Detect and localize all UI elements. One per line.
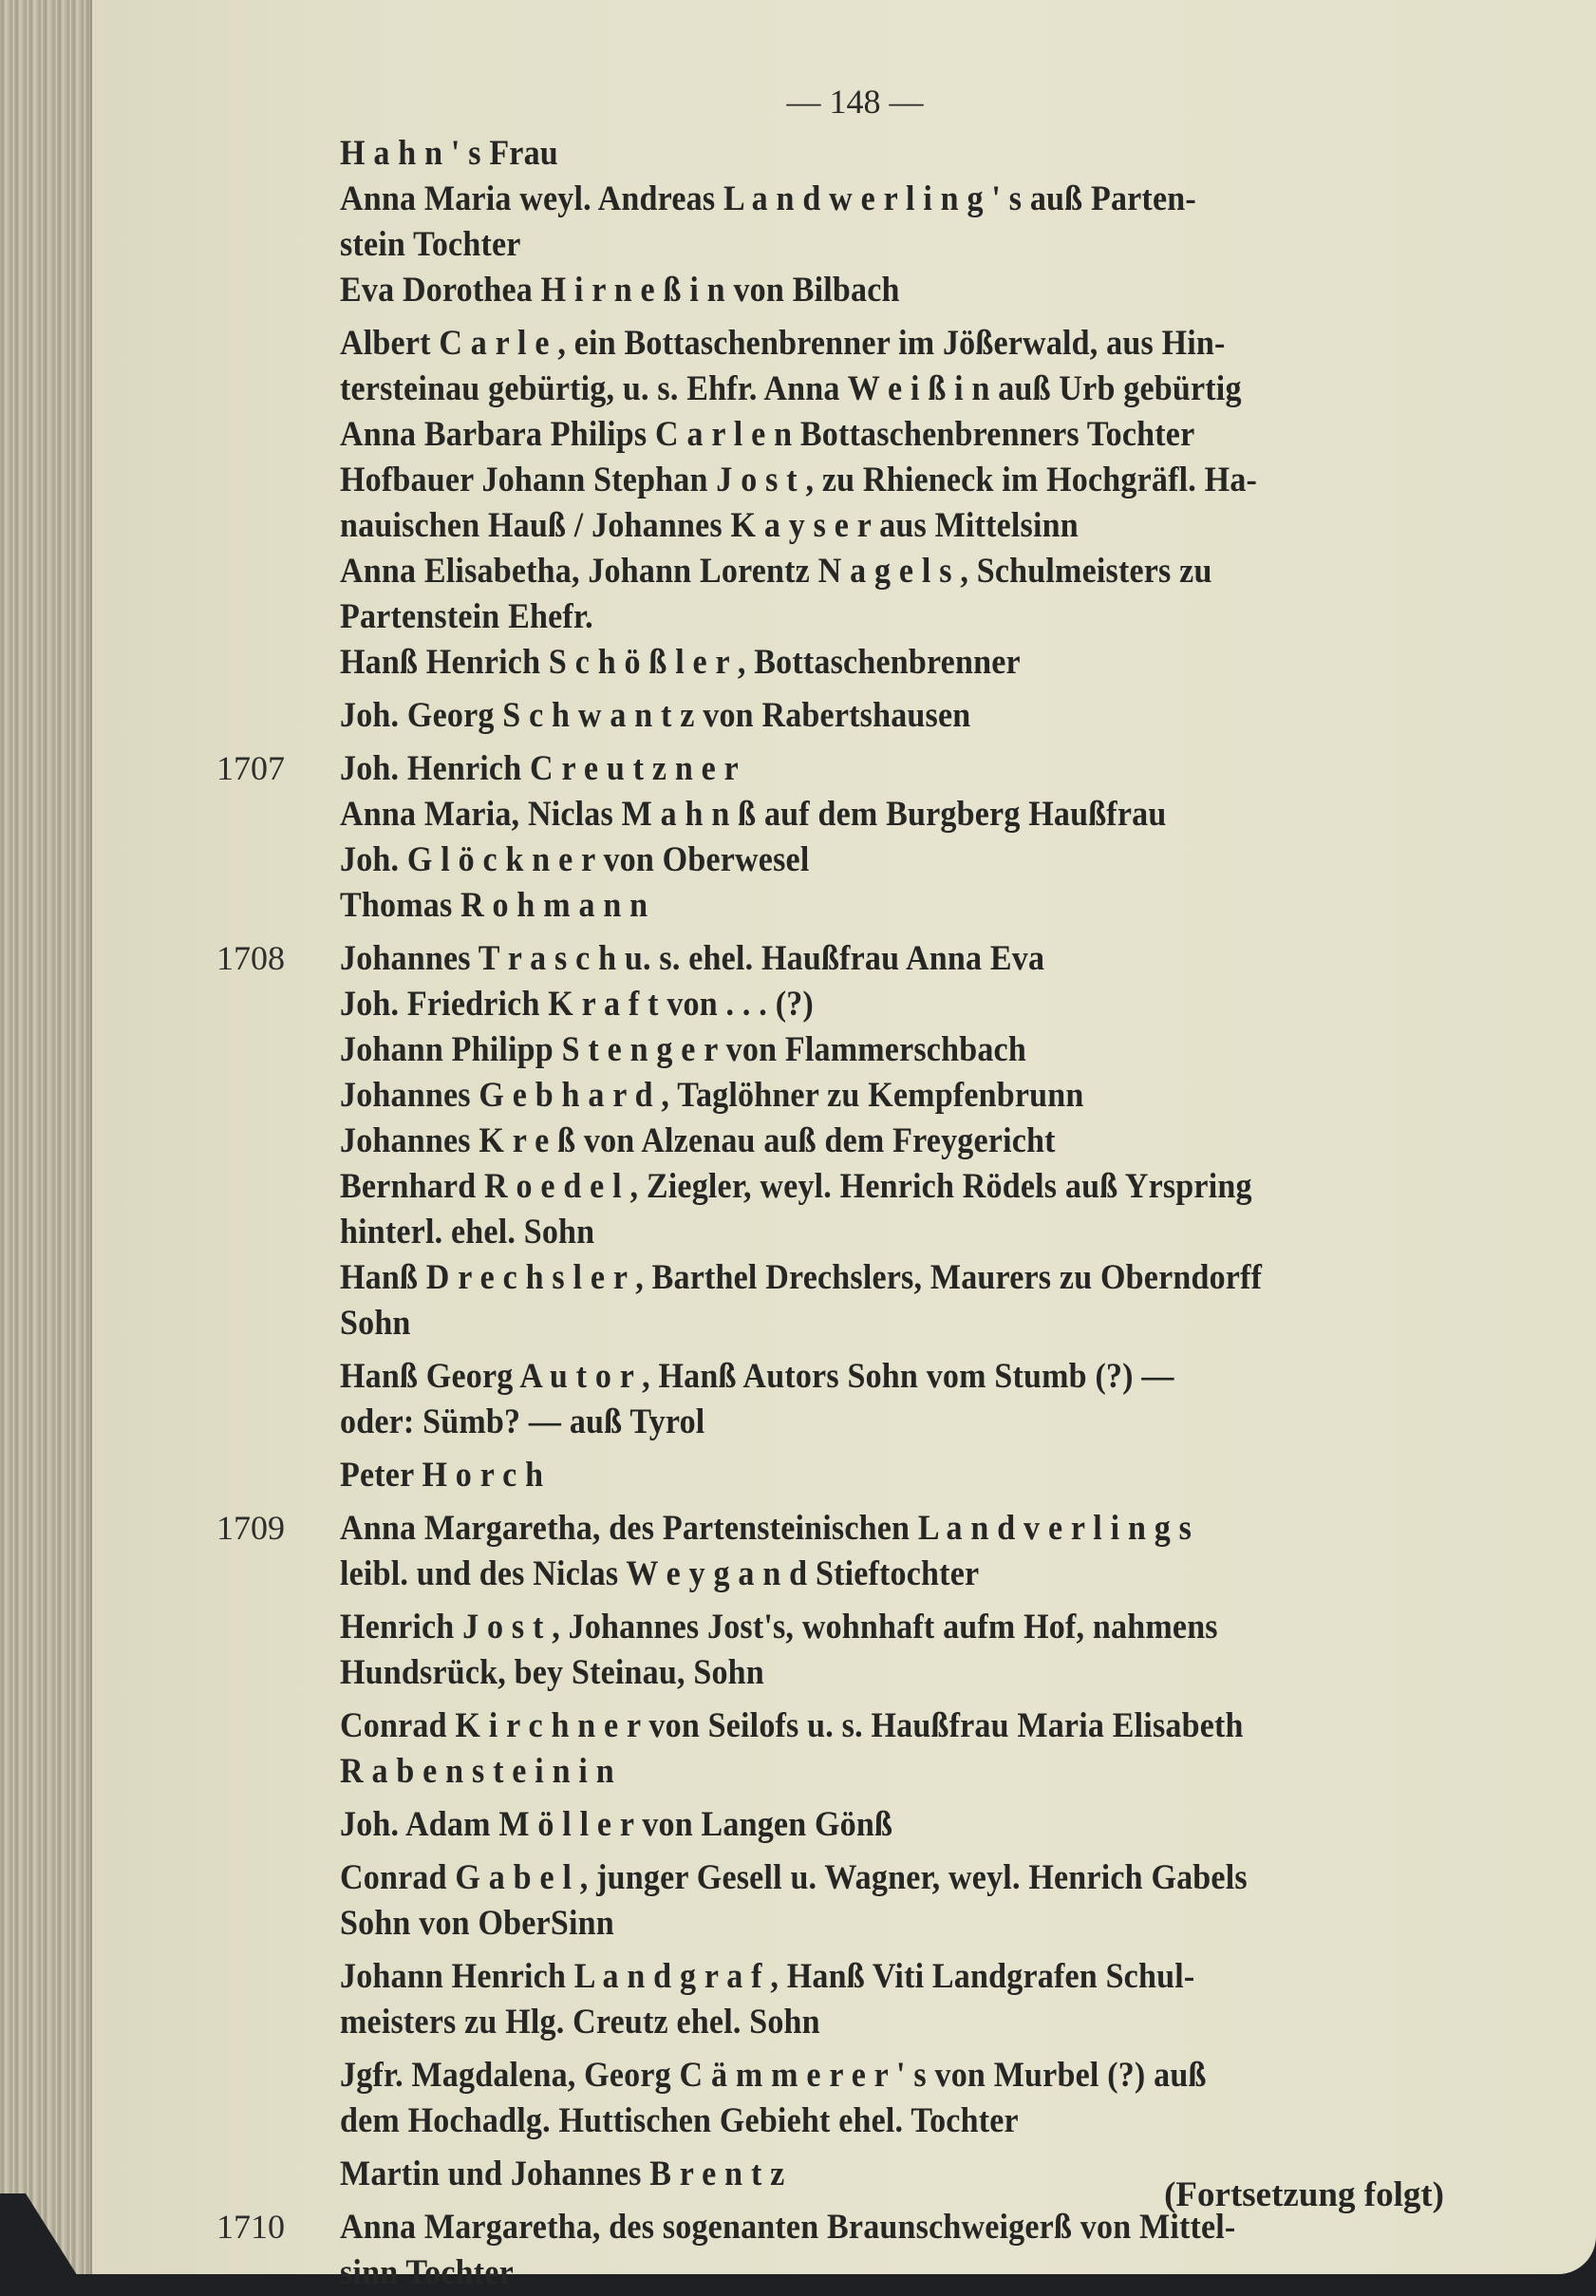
- register-entry: [216, 1354, 1441, 1445]
- entry-text-line: leibl. und des Niclas W e y g a n d Stieftochter: [340, 1554, 980, 1593]
- entry-text-line: Hanß D r e c h s l e r , Barthel Drechslers, Maurers zu Oberndorff: [340, 1258, 1263, 1297]
- entry-text-line: sinn Tochter: [340, 2253, 514, 2292]
- register-list: [216, 131, 1441, 2296]
- entry-text-line: nauischen Hauß / Johannes K a y s e r aus Mittelsinn: [340, 506, 1079, 545]
- entry-text-line: dem Hochadlg. Huttischen Gebieht ehel. Tochter: [340, 2101, 1019, 2140]
- entry-text-line: Anna Elisabetha, Johann Lorentz N a g e l s , Schulmeisters zu: [340, 552, 1212, 591]
- entry-year: 1710: [216, 2208, 285, 2246]
- register-entry: [216, 131, 1441, 177]
- entry-text-line: Jgfr. Magdalena, Georg C ä m m e r e r ' s von Murbel (?) auß: [340, 2056, 1207, 2095]
- entry-text-line: meisters zu Hlg. Creutz ehel. Sohn: [340, 2003, 820, 2042]
- entry-spacer: [216, 1848, 1441, 1855]
- register-entry: [216, 1703, 1441, 1795]
- entry-text-line: tersteinau gebürtig, u. s. Ehfr. Anna W e i ß i n auß Urb gebürtig: [340, 369, 1242, 408]
- entry-text-line: Hanß Henrich S c h ö ß l e r , Bottaschenbrenner: [340, 643, 1021, 682]
- entry-text-line: Partenstein Ehefr.: [340, 597, 593, 636]
- register-entry: [216, 1453, 1441, 1498]
- entry-year: 1708: [216, 939, 285, 977]
- entry-year: 1709: [216, 1509, 285, 1547]
- entry-text-line: Bernhard R o e d e l , Ziegler, weyl. Henrich Rödels auß Yrspring: [340, 1167, 1252, 1206]
- register-entry: [216, 549, 1441, 640]
- register-entry: [216, 2053, 1441, 2144]
- register-entry: [216, 640, 1441, 686]
- register-entry: [216, 1073, 1441, 1119]
- entry-text-line: Joh. Georg S c h w a n t z von Rabertshausen: [340, 696, 971, 735]
- register-entry: [216, 837, 1441, 883]
- register-entry: [216, 321, 1441, 412]
- entry-spacer: [216, 739, 1441, 746]
- register-entry: [216, 412, 1441, 458]
- register-entry: [216, 1164, 1441, 1255]
- register-entry: [216, 1119, 1441, 1164]
- entry-text-line: stein Tochter: [340, 225, 521, 264]
- entry-text-line: Conrad G a b e l , junger Gesell u. Wagner, weyl. Henrich Gabels: [340, 1858, 1248, 1897]
- book-binding-edge: [0, 0, 92, 2274]
- entry-spacer: [216, 1498, 1441, 1506]
- register-entry: [216, 1027, 1441, 1073]
- entry-text-line: Johannes K r e ß von Alzenau auß dem Freygericht: [340, 1121, 1056, 1160]
- entry-text-line: H a h n ' s Frau: [340, 134, 558, 173]
- entry-text-line: R a b e n s t e i n i n: [340, 1752, 614, 1791]
- register-entry: [216, 936, 1441, 982]
- entry-text-line: Sohn von OberSinn: [340, 1904, 614, 1943]
- register-entry: [216, 1855, 1441, 1947]
- register-entry: [216, 177, 1441, 268]
- entry-spacer: [216, 929, 1441, 936]
- register-entry: [216, 1506, 1441, 1597]
- register-entry: [216, 883, 1441, 929]
- entry-text-line: oder: Sümb? — auß Tyrol: [340, 1402, 705, 1441]
- entry-spacer: [216, 2144, 1441, 2152]
- entry-text-line: Eva Dorothea H i r n e ß i n von Bilbach: [340, 271, 900, 310]
- register-entry: [216, 746, 1441, 792]
- register-entry: [216, 1255, 1441, 1346]
- entry-text-line: Anna Maria, Niclas M a h n ß auf dem Burgberg Haußfrau: [340, 795, 1167, 834]
- register-entry: [216, 1802, 1441, 1848]
- register-entry: [216, 1605, 1441, 1696]
- entry-text-line: Johann Henrich L a n d g r a f , Hanß Viti Landgrafen Schul-: [340, 1957, 1195, 1996]
- entry-text-line: Anna Maria weyl. Andreas L a n d w e r l i n g ' s auß Parten-: [340, 179, 1196, 218]
- entry-spacer: [216, 2045, 1441, 2053]
- register-entry: [216, 268, 1441, 313]
- entry-text-line: Conrad K i r c h n e r von Seilofs u. s. Haußfrau Maria Elisabeth: [340, 1706, 1244, 1745]
- entry-text-line: Albert C a r l e , ein Bottaschenbrenner im Jößerwald, aus Hin-: [340, 324, 1226, 363]
- entry-text-line: Sohn: [340, 1304, 411, 1343]
- entry-text-line: Johannes T r a s c h u. s. ehel. Haußfrau Anna Eva: [340, 939, 1045, 978]
- entry-spacer: [216, 1346, 1441, 1354]
- register-entry: [216, 458, 1441, 549]
- entry-text-line: Johann Philipp S t e n g e r von Flammerschbach: [340, 1030, 1026, 1069]
- continuation-note: (Fortsetzung folgt): [1164, 2175, 1444, 2214]
- entry-text-line: Anna Barbara Philips C a r l e n Bottaschenbrenners Tochter: [340, 415, 1195, 454]
- entry-spacer: [216, 1597, 1441, 1605]
- register-entry: [216, 1954, 1441, 2045]
- entry-text-line: Martin und Johannes B r e n t z: [340, 2155, 785, 2193]
- entry-text-line: Hundsrück, bey Steinau, Sohn: [340, 1653, 764, 1692]
- entry-text-line: Joh. G l ö c k n e r von Oberwesel: [340, 840, 810, 879]
- entry-text-line: Hanß Georg A u t o r , Hanß Autors Sohn vom Stumb (?) —: [340, 1357, 1174, 1396]
- register-entry: [216, 792, 1441, 837]
- entry-text-line: Joh. Adam M ö l l e r von Langen Gönß: [340, 1805, 893, 1844]
- entry-text-line: Peter H o r c h: [340, 1456, 544, 1495]
- entry-spacer: [216, 1947, 1441, 1954]
- entry-text-line: Joh. Friedrich K r a f t von . . . (?): [340, 985, 814, 1024]
- register-entry: [216, 693, 1441, 739]
- entry-spacer: [216, 313, 1441, 321]
- entry-year: 1707: [216, 749, 285, 787]
- entry-text-line: hinterl. ehel. Sohn: [340, 1213, 595, 1252]
- entry-text-line: Anna Margaretha, des Partensteinischen L a n d v e r l i n g s: [340, 1509, 1192, 1548]
- entry-spacer: [216, 1445, 1441, 1453]
- register-entry: [216, 982, 1441, 1027]
- register-entry: [216, 2205, 1441, 2296]
- entry-text-line: Henrich J o s t , Johannes Jost's, wohnhaft aufm Hof, nahmens: [340, 1608, 1218, 1647]
- page-number: — 148 —: [786, 83, 924, 121]
- entry-text-line: Joh. Henrich C r e u t z n e r: [340, 749, 739, 788]
- entry-text-line: Hofbauer Johann Stephan J o s t , zu Rhieneck im Hochgräfl. Ha-: [340, 461, 1258, 499]
- entry-spacer: [216, 1795, 1441, 1802]
- entry-text-line: Anna Margaretha, des sogenanten Braunschweigerß von Mittel-: [340, 2208, 1236, 2247]
- entry-text-line: Johannes G e b h a r d , Taglöhner zu Kempfenbrunn: [340, 1076, 1084, 1115]
- entry-spacer: [216, 1696, 1441, 1703]
- entry-text-line: Thomas R o h m a n n: [340, 886, 648, 925]
- entry-spacer: [216, 686, 1441, 693]
